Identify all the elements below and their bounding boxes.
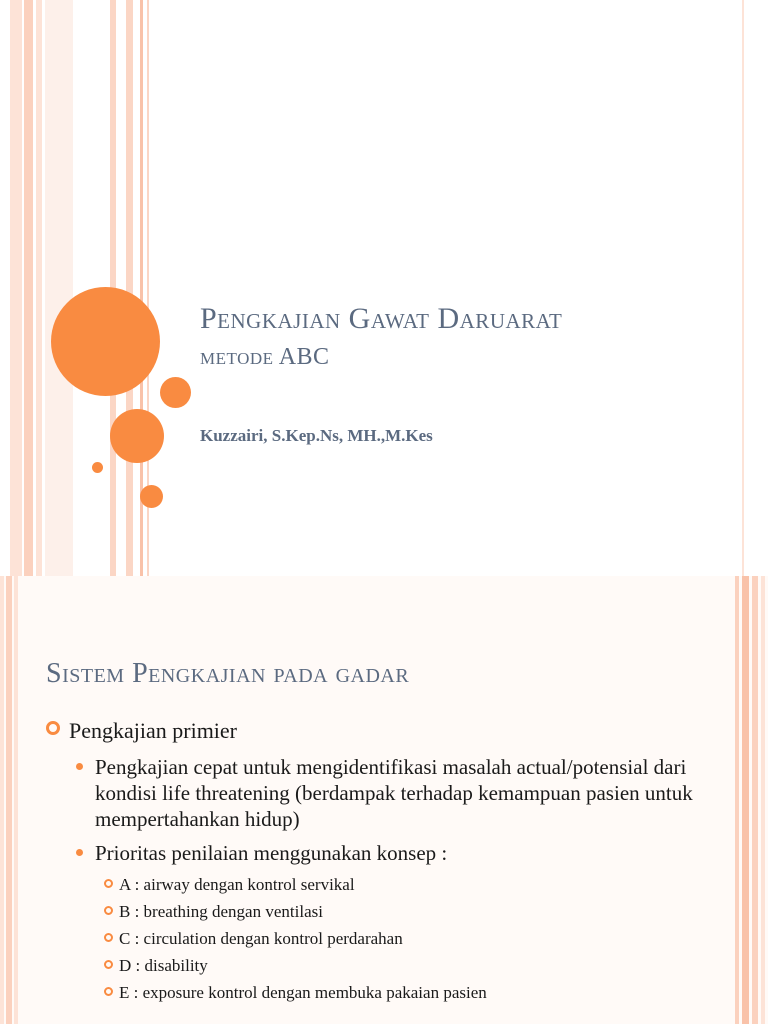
ring-bullet-icon [104,987,113,996]
bullet-text: Pengkajian cepat untuk mengidentifikasi masalah actual/potensial dari kondisi life threatening (berdampak terhadap kemampuan pasien untuk mempertahankan hidup) [95,755,693,831]
decorative-stripe [36,0,42,576]
decorative-circle [160,377,191,408]
dot-bullet-icon [76,763,83,770]
decorative-stripe [0,576,4,1024]
list-item [104,982,696,1004]
list-item [104,901,696,923]
bullet-list [46,718,696,1009]
ring-bullet-icon [46,721,60,735]
decorative-stripe [10,0,22,576]
bullet-text: Prioritas penilaian menggunakan konsep : [95,841,448,865]
decorative-circle [110,409,164,463]
ring-bullet-icon [104,933,113,942]
list-item [76,840,696,866]
decorative-stripe [126,0,133,576]
decorative-stripe [752,576,758,1024]
title-line-2: metode ABC [200,344,330,370]
list-item [104,928,696,950]
ring-bullet-icon [104,960,113,969]
decorative-stripe [45,0,73,576]
content-slide [0,576,768,1024]
ring-bullet-icon [104,879,113,888]
ring-bullet-icon [104,906,113,915]
bullet-text: C : circulation dengan kontrol perdarahan [119,929,403,948]
decorative-circle [92,462,103,473]
slide-title: Sistem Pengkajian pada gadar [46,658,410,689]
decorative-stripe [742,576,749,1024]
bullet-text: D : disability [119,956,208,975]
decorative-stripe [14,576,18,1024]
decorative-circle [51,287,160,396]
title-line-1: Pengkajian Gawat Daruarat [200,302,563,335]
decorative-stripe [761,576,765,1024]
bullet-text: B : breathing dengan ventilasi [119,902,323,921]
bullet-text: A : airway dengan kontrol servikal [119,875,355,894]
author: Kuzzairi, S.Kep.Ns, MH.,M.Kes [200,426,433,445]
decorative-stripe [6,576,12,1024]
decorative-stripe [742,0,768,576]
list-item [104,955,696,977]
list-item [76,754,696,832]
list-item [104,874,696,896]
bullet-text: Pengkajian primier [69,718,238,743]
decorative-stripe [24,0,33,576]
bullet-text: E : exposure kontrol dengan membuka pakaian pasien [119,983,487,1002]
decorative-stripe [735,576,739,1024]
decorative-circle [140,485,163,508]
dot-bullet-icon [76,849,83,856]
list-item [46,718,696,744]
slide-title [200,300,740,376]
